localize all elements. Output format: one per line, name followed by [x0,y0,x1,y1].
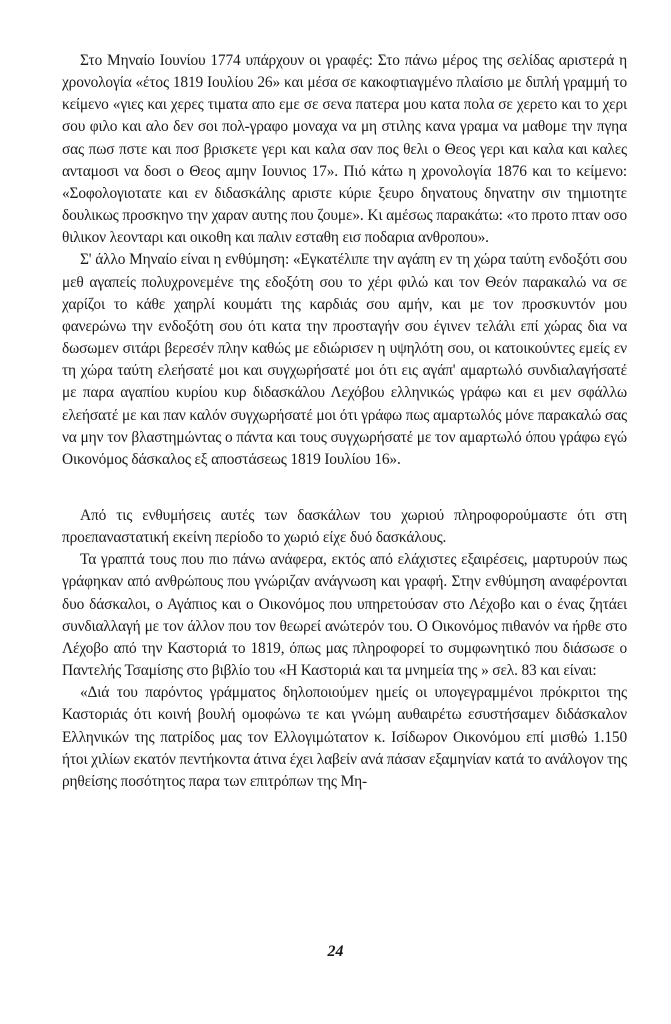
paragraph-1: Στο Μηναίο Ιουνίου 1774 υπάρχουν οι γραφές: Στο πάνω μέρος της σελίδας αριστερά η χρονολογία «έτος 1819 Ιουλίου 26» και μέσα σε κακοφτιαγμένο πλαίσιο με διπλή γραμμή το κείμενο «γιες και χερες τιματα απο εμε σε σενα πατερα μου κατα πολα σε χερετο και το χερι σου φιλο και αλο δεν σοι πολ-γραφο μοναχα να μη στιλης κανα γραμα να μαθομε την πγηα σας πωσ πστε και ποσ βρισκετε γερι και καλα σαν πος θελι ο Θεος γερι και καλα και καλες ανταμοσι να δοσι ο Θεος αμην Ιουνιος 17». Πιό κάτω η χρονολογία 1876 και το κείμενο: «Σοφολογιοτατε και εν διδασκάλης αριστε κύριε ξευρο δηνατους δηνατην σιν τημιοτητε δουλικως προσκηνο την χαραν αυτης που ζουμε». Κι αμέσως παρακάτω: «το προτο πταν οσο θιλικον λεονταρι και οικοθη και παλιν εσταθη εισ ποδαρια ανθροπου». [62,52,627,247]
paragraph-2: Σ' άλλο Μηναίο είναι η ενθύμηση: «Εγκατέλιπε την αγάπη εν τη χώρα ταύτη ενδοξότι σου μεθ αγαπείς πολυχρονεμένε της εδοξότη σου το χέρι φιλώ και τον Θεόν παρακαλώ να σε χαρίζοι το κάθε χαηρλί κουμάτι της καρδιάς σου αμήν, και με τον προσκυντόν μου φανερώνω την ενδοξότη σου ότι κατα την προσταγήν σου έγινεν τελάλι επί χώρας δια να δωσωμεν σιτάρι βερεσέν πλην καθώς με εδιώρισεν η υψηλότη σου, οι κατοικούντες εμείς εν τη χώρα ταύτη ελεήσατέ μοι και συγχωρήσατέ μοι ότι εις αγάπ' αμαρτωλό συνδιαλαγήσατέ με παρα αγαπίου κυρίου κυρ διδασκάλου Λεχόβου ελληνικώς γράφω και ει μεν σφάλλω ελεήσατέ με και παν καλόν συγχωρήσατέ μοι ότι γράφω πως αμαρτωλός μόνε παρακαλώ σας να μην τον βλαστημώντας ο πάντα και τους συγχωρήσατέ με τον αμαρτωλό όπου γράφω εγώ Οικονόμος δάσκαλος εξ αποστάσεως 1819 Ιουλίου 16». [62,251,627,468]
text-block-1 [62,50,627,471]
text-block-2 [62,505,627,793]
page-number: 24 [327,943,344,960]
paragraph-4: Τα γραπτά τους που πιο πάνω ανάφερα, εκτός από ελάχιστες εξαιρέσεις, μαρτυρούν πως γράφηκαν από ανθρώπους που γνώριζαν ανάγνωση και γραφή. Στην ενθύμηση αναφέρονται δυο δάσκαλοι, ο Αγάπιος και ο Οικονόμος που υπηρετούσαν στο Λέχοβο και ο ένας ζητάει συνδιαλλαγή με τον άλλον που τον θεωρεί ανώτερόν του. Ο Οικονόμος πιθανόν να ήρθε στο Λέχοβο από την Καστοριά το 1819, όπως μας πληροφορεί το συμφωνητικό που διάσωσε ο Παντελής Τσαμίσης στο βιβλίο του «Η Καστοριά και τα μνημεία της » σελ. 83 και είναι: [62,551,627,680]
paragraph-5: «Διά του παρόντος γράμματος δηλοποιούμεν ημείς οι υπογεγραμμένοι πρόκριτοι της Καστοριάς ότι κοινή βουλή ομοφώνω τε και γνώμη αυθαιρέτω εσυστήσαμεν διδάσκαλον Ελληνικών της πατρίδος μας τον Ελλογιμώτατον κ. Ισίδωρον Οικονόμου επί μισθώ 1.150 ήτοι χιλίων εκατόν πεντήκοντα άτινα έχει λαβείν ανά πάσαν εξαμηνίαν κατά το ανάλογον της ρηθείσης ποσότητος παρα των επιτρόπων της Μη- [62,684,627,790]
paragraph-3: Από τις ενθυμήσεις αυτές των δασκάλων του χωριού πληροφορούμαστε ότι στη προεπαναστατική εκείνη περίοδο το χωριό είχε δυό δασκάλους. [62,506,627,547]
